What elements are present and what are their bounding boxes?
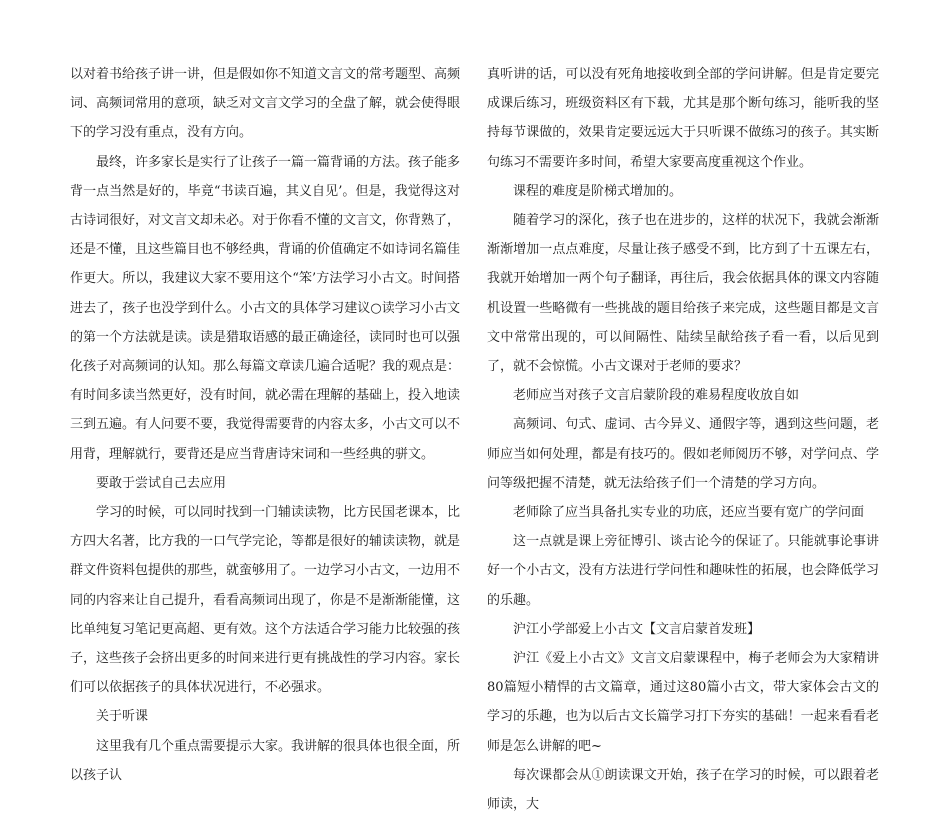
paragraph: 沪江《爱上小古文》文言文启蒙课程中，梅子老师会为大家精讲80篇短小精悍的古文篇章，通过这80篇小古文，带大家体会古文的学习的乐趣，也为以后古文长篇学习打下夯实的基础！一起来看看老师是怎么讲解的吧~: [487, 651, 879, 754]
paragraph: 随着学习的深化，孩子也在进步的，这样的状况下，我就会渐渐渐渐增加一点点难度，尽量让孩子感受不到，比方到了十五课左右，我就开始增加一两个句子翻译，再往后，我会依据具体的课文内容随机设置一些略微有一些挑战的题目给孩子来完成，这些题目都是文言文中常常出现的，可以间隔性、陆续呈献给孩子看一看，以后见到了，就不会惊慌。小古文课对于老师的要求？: [487, 213, 879, 375]
section-heading: 关于听课: [96, 709, 149, 725]
paragraph: 真听讲的话，可以没有死角地接收到全部的学问讲解。但是肯定要完成课后练习，班级资料区有下载，尤其是那个断句练习，能听我的坚持每节课做的，效果肯定要远远大于只听课不做练习的孩子。其实断句练习不需要许多时间，希望大家要高度重视这个作业。: [487, 67, 879, 170]
paragraph: 这一点就是课上旁征博引、谈古论今的保证了。只能就事论事讲好一个小古文，没有方法进行学问性和趣味性的拓展，也会降低学习的乐趣。: [487, 534, 879, 608]
right-column: [487, 60, 879, 819]
section-heading: 要敢于尝试自己去应用: [96, 475, 227, 491]
paragraph: 学习的时候，可以同时找到一门辅读读物，比方民国老课本，比方四大名著，比方我的一口气学完论，等都是很好的辅读读物，就是群文件资料包提供的那些，就蛮够用了。一边学习小古文，一边用不同的内容来让自己提升，看看高频词出现了，你是不是渐渐能懂，这比单纯复习笔记更高超、更有效。这个方法适合学习能力比较强的孩子，这些孩子会挤出更多的时间来进行更有挑战性的学习内容。家长们可以依据孩子的具体状况进行，不必强求。: [70, 505, 461, 696]
paragraph: 以对着书给孩子讲一讲，但是假如你不知道文言文的常考题型、高频词、高频词常用的意项，缺乏对文言文学习的全盘了解，就会使得眼下的学习没有重点，没有方向。: [70, 67, 461, 141]
paragraph: 这里我有几个重点需要提示大家。我讲解的很具体也很全面，所以孩子认: [70, 738, 461, 783]
section-heading: 沪江小学部爱上小古文【文言启蒙首发班】: [513, 621, 761, 637]
section-heading: 老师除了应当具备扎实专业的功底，还应当要有宽广的学问面: [513, 505, 865, 521]
section-heading: 老师应当对孩子文言启蒙阶段的难易程度收放自如: [513, 388, 800, 404]
paragraph: 高频词、句式、虚词、古今异义、通假字等，遇到这些问题，老师应当如何处理，都是有技巧的。假如老师阅历不够，对学问点、学问等级把握不清楚，就无法给孩子们一个清楚的学习方向。: [487, 417, 879, 491]
paragraph: 每次课都会从①朗读课文开始，孩子在学习的时候，可以跟着老师读，大: [487, 767, 879, 813]
left-column: [70, 60, 460, 790]
paragraph: 最终，许多家长是实行了让孩子一篇一篇背诵的方法。孩子能多背一点当然是好的，毕竟“书读百遍，其义自见’。但是，我觉得这对古诗词很好，对文言文却未必。对于你看不懂的文言文，你背熟了，还是不懂，且这些篇目也不够经典，背诵的价值确定不如诗词名篇佳作更大。所以，我建议大家不要用这个“笨’方法学习小古文。时间搭进去了，孩子也没学到什么。小古文的具体学习建议○读学习小古文的第一个方法就是读。读是猎取语感的最正确途径，读同时也可以强化孩子对高频词的认知。那么每篇文章读几遍合适呢？我的观点是：有时间多读当然更好，没有时间，就必需在理解的基础上，投入地读三到五遍。有人问要不要，我觉得需要背的内容太多，小古文可以不用背，理解就行，要背还是应当背唐诗宋词和一些经典的骈文。: [70, 154, 461, 462]
section-heading: 课程的难度是阶梯式增加的。: [513, 183, 683, 199]
